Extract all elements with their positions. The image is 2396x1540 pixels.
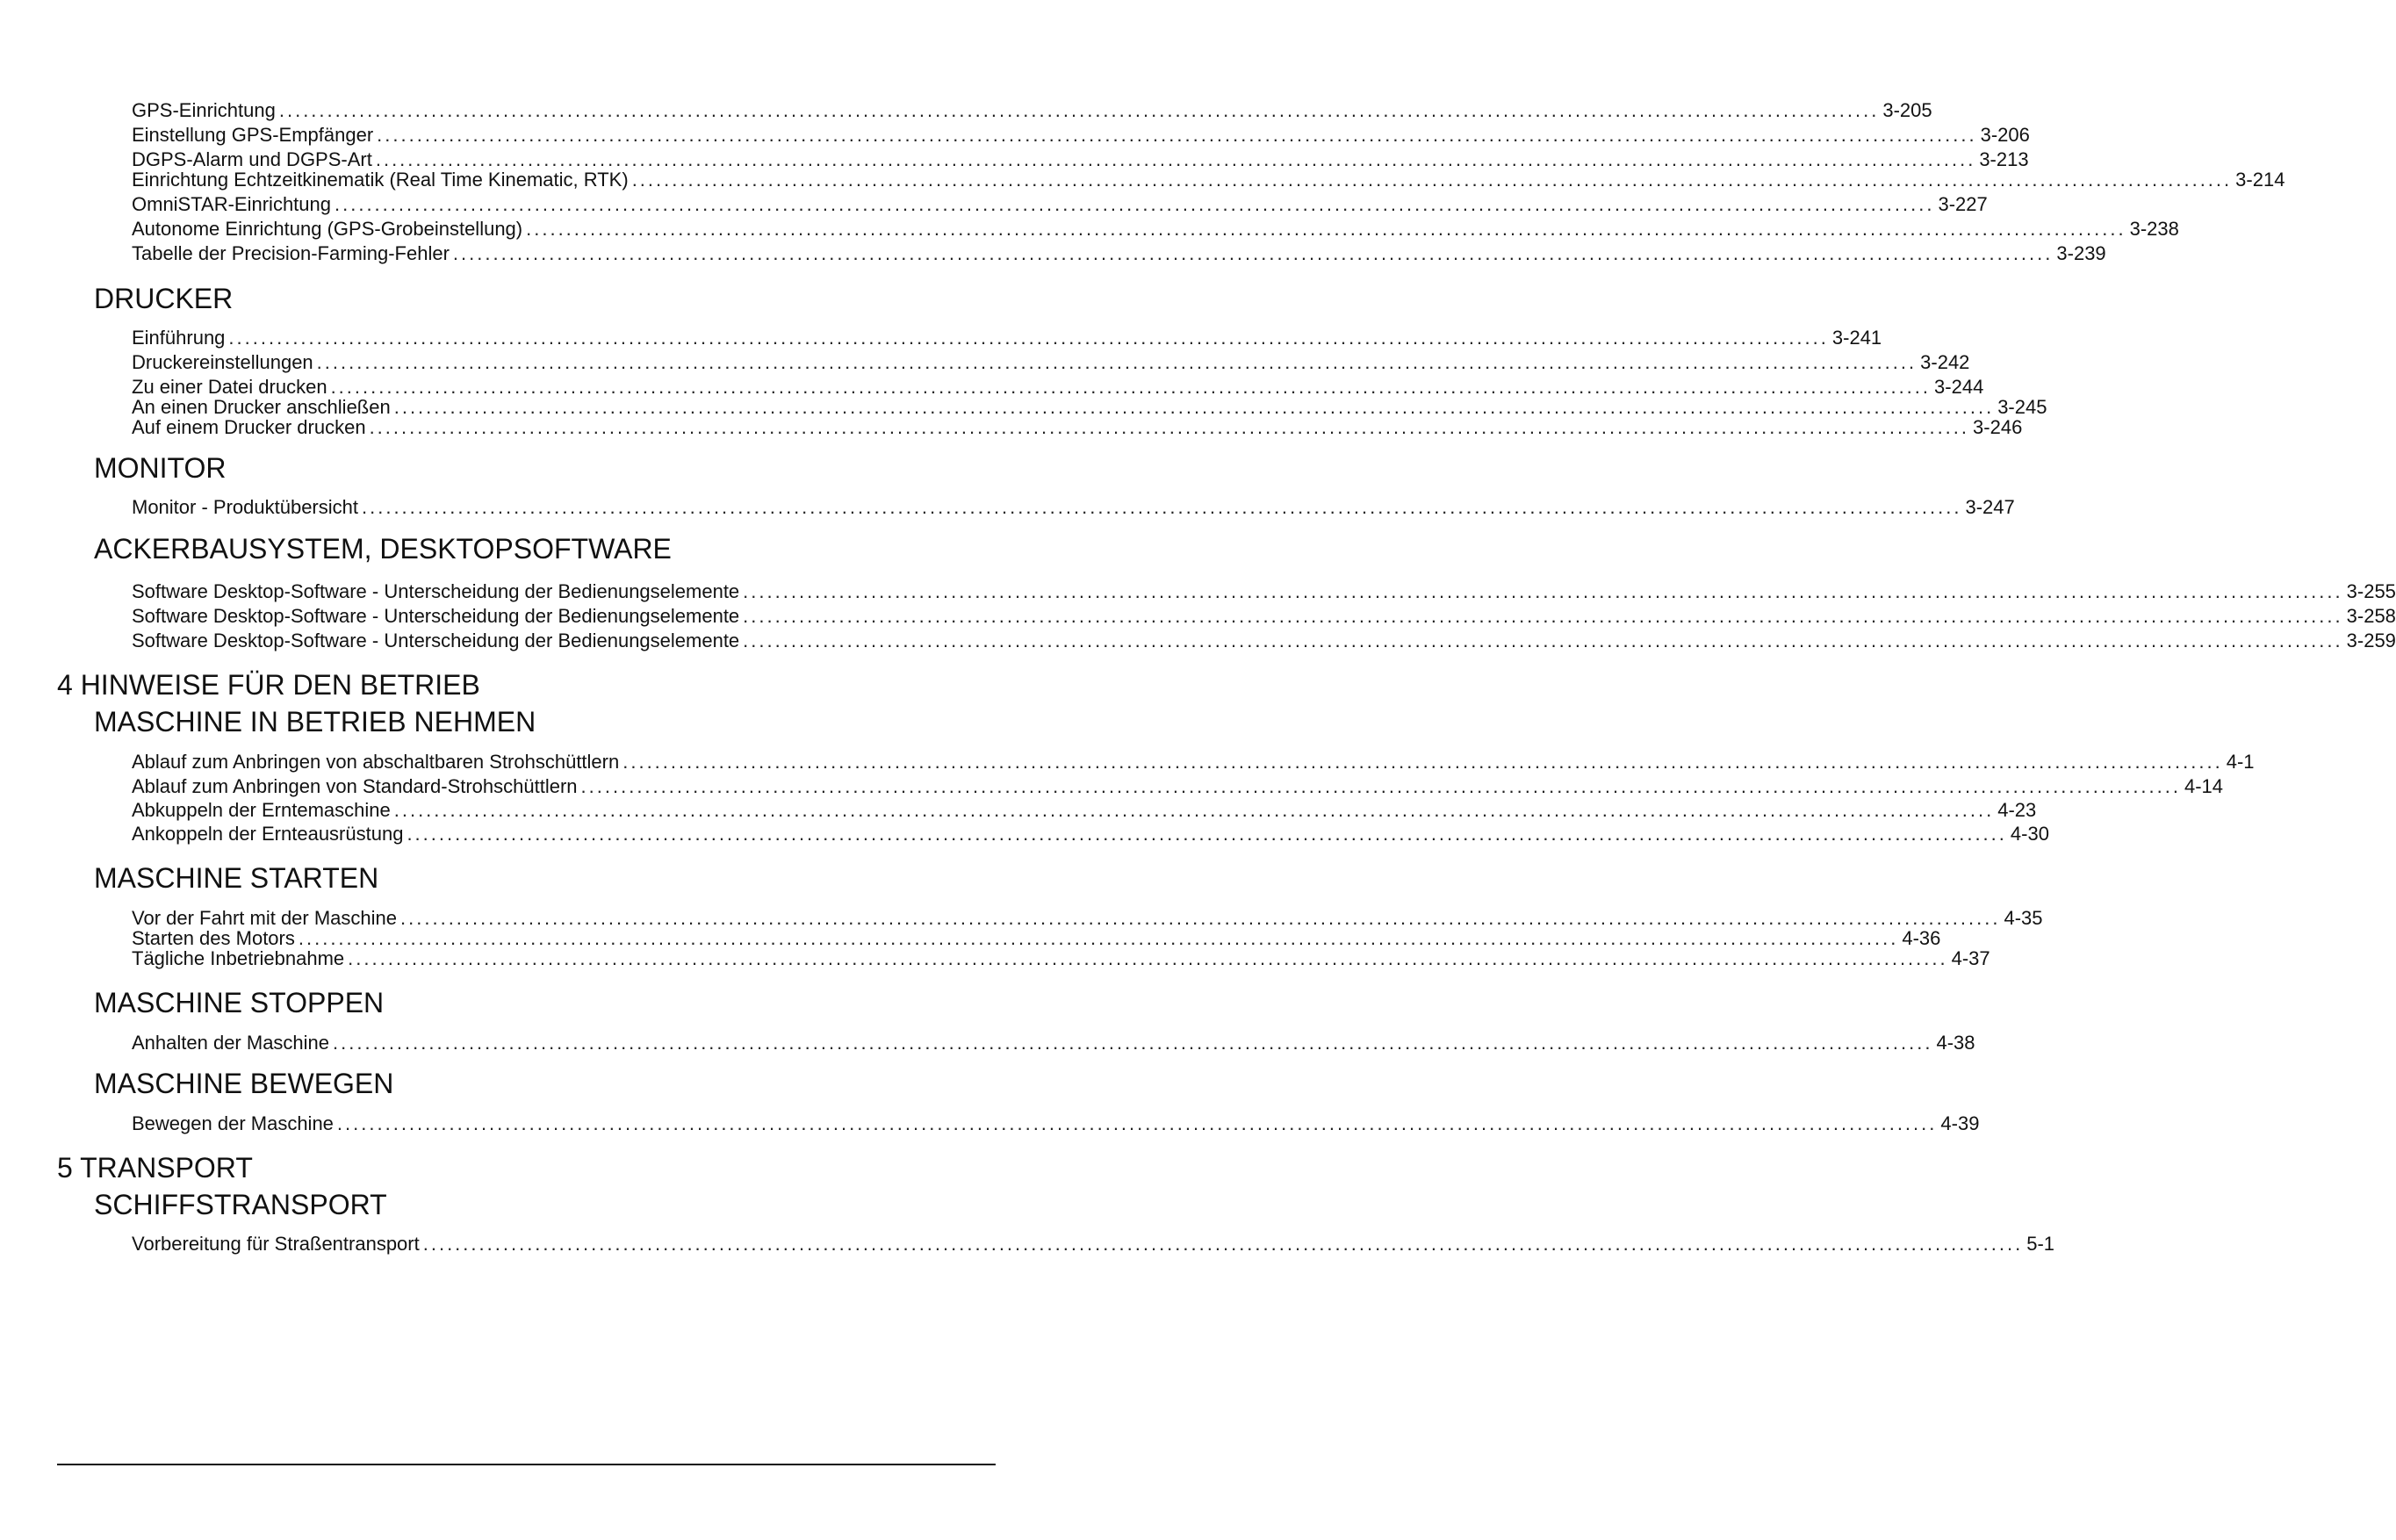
dot-leader: ........................................................................................................................................................................................................ bbox=[362, 496, 1962, 518]
toc-page-number: 4-30 bbox=[2010, 823, 2049, 845]
toc-page-number: 3-244 bbox=[1934, 376, 1984, 398]
toc-page-number: 3-239 bbox=[2056, 242, 2106, 264]
toc-entry-title: Software Desktop-Software - Unterscheidung der Bedienungselemente bbox=[132, 580, 740, 602]
toc-entry bbox=[132, 751, 2255, 774]
toc-page-number: 3-238 bbox=[2129, 218, 2179, 240]
dot-leader: ........................................................................................................................................................................................................ bbox=[526, 218, 2126, 240]
toc-entry-title: Auf einem Drucker drucken bbox=[132, 416, 366, 438]
toc-page-number: 3-258 bbox=[2346, 605, 2396, 627]
toc-page-number: 3-214 bbox=[2235, 169, 2285, 191]
section-heading: DRUCKER bbox=[94, 283, 234, 314]
toc-entry-title: Einführung bbox=[132, 327, 226, 349]
toc-page-number: 3-245 bbox=[1997, 396, 2047, 418]
chapter-heading: 4 HINWEISE FÜR DEN BETRIEB bbox=[57, 669, 480, 701]
toc-page-number: 3-255 bbox=[2346, 580, 2396, 602]
section-heading: MASCHINE IN BETRIEB NEHMEN bbox=[94, 706, 536, 738]
toc-entry-title: Vor der Fahrt mit der Maschine bbox=[132, 907, 398, 929]
dot-leader: ........................................................................................................................................................................................................ bbox=[743, 580, 2343, 602]
toc-page-number: 3-227 bbox=[1938, 193, 1988, 215]
toc-entry bbox=[132, 605, 2396, 628]
dot-leader: ........................................................................................................................................................................................................ bbox=[743, 630, 2343, 651]
section-heading: MASCHINE STARTEN bbox=[94, 862, 379, 894]
toc-entry-title: Einstellung GPS-Empfänger bbox=[132, 124, 374, 146]
toc-entry-title: Software Desktop-Software - Unterscheidung der Bedienungselemente bbox=[132, 605, 740, 627]
footer-rule bbox=[57, 1464, 996, 1465]
toc-entry bbox=[132, 169, 2285, 191]
toc-entry bbox=[132, 947, 1990, 970]
dot-leader: ........................................................................................................................................................................................................ bbox=[336, 1112, 1938, 1134]
toc-entry bbox=[132, 775, 2224, 798]
toc-entry-title: Monitor - Produktübersicht bbox=[132, 496, 358, 518]
dot-leader: ........................................................................................................................................................................................................ bbox=[316, 351, 1918, 373]
chapter-heading: 5 TRANSPORT bbox=[57, 1152, 253, 1184]
toc-entry-title: Abkuppeln der Erntemaschine bbox=[132, 799, 391, 821]
toc-entry-title: Autonome Einrichtung (GPS-Grobeinstellung) bbox=[132, 218, 523, 240]
dot-leader: ........................................................................................................................................................................................................ bbox=[348, 947, 1948, 969]
section-heading: MASCHINE STOPPEN bbox=[94, 987, 385, 1018]
toc-entry bbox=[132, 327, 1882, 349]
toc-page-number: 3-246 bbox=[1973, 416, 2023, 438]
toc-entry bbox=[132, 496, 2015, 519]
toc-entry-title: DGPS-Alarm und DGPS-Art bbox=[132, 148, 372, 170]
toc-entry-title: Software Desktop-Software - Unterscheidung der Bedienungselemente bbox=[132, 630, 740, 651]
section-heading: MASCHINE BEWEGEN bbox=[94, 1068, 394, 1099]
toc-entry-title: Starten des Motors bbox=[132, 927, 295, 949]
dot-leader: ........................................................................................................................................................................................................ bbox=[407, 823, 2007, 845]
toc-entry bbox=[132, 1032, 1975, 1054]
dot-leader: ........................................................................................................................................................................................................ bbox=[400, 907, 2001, 929]
dot-leader: ........................................................................................................................................................................................................ bbox=[393, 799, 1995, 821]
toc-entry-title: Ablauf zum Anbringen von Standard-Strohschüttlern bbox=[132, 775, 578, 797]
dot-leader: ........................................................................................................................................................................................................ bbox=[369, 416, 1970, 438]
toc-entry bbox=[132, 416, 2023, 439]
dot-leader: ........................................................................................................................................................................................................ bbox=[452, 242, 2054, 264]
toc-entry bbox=[132, 193, 1988, 216]
toc-entry-title: OmniSTAR-Einrichtung bbox=[132, 193, 331, 215]
dot-leader: ........................................................................................................................................................................................................ bbox=[393, 396, 1995, 418]
toc-entry-title: Vorbereitung für Straßentransport bbox=[132, 1233, 420, 1255]
toc-page-number: 3-206 bbox=[1980, 124, 2030, 146]
toc-entry-title: Ablauf zum Anbringen von abschaltbaren Strohschüttlern bbox=[132, 751, 620, 773]
toc-page-number: 4-35 bbox=[2004, 907, 2043, 929]
toc-entry bbox=[132, 630, 2396, 652]
dot-leader: ........................................................................................................................................................................................................ bbox=[631, 169, 2233, 191]
toc-page-number: 3-205 bbox=[1882, 99, 1932, 121]
toc-entry-title: Anhalten der Maschine bbox=[132, 1032, 330, 1054]
dot-leader: ........................................................................................................................................................................................................ bbox=[335, 193, 1935, 215]
toc-entry-title: Tägliche Inbetriebnahme bbox=[132, 947, 345, 969]
toc-entry bbox=[132, 823, 2049, 846]
toc-entry-title: An einen Drucker anschließen bbox=[132, 396, 391, 418]
dot-leader: ........................................................................................................................................................................................................ bbox=[333, 1032, 1933, 1054]
toc-page-number: 3-259 bbox=[2346, 630, 2396, 651]
toc-entry-title: Zu einer Datei drucken bbox=[132, 376, 327, 398]
toc-page-number: 4-36 bbox=[1902, 927, 1941, 949]
toc-entry bbox=[132, 218, 2179, 241]
toc-page-number: 3-247 bbox=[1965, 496, 2015, 518]
dot-leader: ........................................................................................................................................................................................................ bbox=[743, 605, 2343, 627]
section-heading: ACKERBAUSYSTEM, DESKTOPSOFTWARE bbox=[94, 533, 672, 565]
dot-leader: ........................................................................................................................................................................................................ bbox=[330, 376, 1932, 398]
toc-page-number: 3-213 bbox=[1979, 148, 2029, 170]
dot-leader: ........................................................................................................................................................................................................ bbox=[228, 327, 1829, 349]
toc-entry bbox=[132, 580, 2396, 603]
toc-entry bbox=[132, 351, 1970, 374]
section-heading: MONITOR bbox=[94, 452, 227, 484]
toc-entry-title: Einrichtung Echtzeitkinematik (Real Time Kinematic, RTK) bbox=[132, 169, 629, 191]
toc-entry bbox=[132, 799, 2037, 822]
toc-entry bbox=[132, 124, 2030, 147]
section-heading: SCHIFFSTRANSPORT bbox=[94, 1189, 387, 1220]
toc-entry-title: Bewegen der Maschine bbox=[132, 1112, 334, 1134]
toc-page-number: 4-37 bbox=[1951, 947, 1990, 969]
toc-page-number: 3-241 bbox=[1831, 327, 1882, 349]
toc-entry bbox=[132, 1112, 1980, 1135]
toc-page-number: 4-1 bbox=[2226, 751, 2255, 773]
toc-page-number: 5-1 bbox=[2026, 1233, 2054, 1255]
toc-page-number: 4-39 bbox=[1940, 1112, 1980, 1134]
dot-leader: ........................................................................................................................................................................................................ bbox=[622, 751, 2223, 773]
toc-entry bbox=[132, 242, 2106, 265]
toc-page-number: 3-242 bbox=[1920, 351, 1970, 373]
dot-leader: ........................................................................................................................................................................................................ bbox=[580, 775, 2181, 797]
dot-leader: ........................................................................................................................................................................................................ bbox=[377, 124, 1977, 146]
dot-leader: ........................................................................................................................................................................................................ bbox=[422, 1233, 2024, 1255]
toc-page-number: 4-14 bbox=[2184, 775, 2224, 797]
toc-page-number: 4-23 bbox=[1997, 799, 2037, 821]
toc-page-number: 4-38 bbox=[1936, 1032, 1975, 1054]
dot-leader: ........................................................................................................................................................................................................ bbox=[278, 99, 1880, 121]
toc-entry-title: Druckereinstellungen bbox=[132, 351, 313, 373]
toc-entry bbox=[132, 1233, 2054, 1256]
toc-entry-title: GPS-Einrichtung bbox=[132, 99, 276, 121]
dot-leader: ........................................................................................................................................................................................................ bbox=[298, 927, 1899, 949]
toc-entry-title: Ankoppeln der Ernteausrüstung bbox=[132, 823, 404, 845]
toc-entry bbox=[132, 99, 1932, 122]
toc-entry-title: Tabelle der Precision-Farming-Fehler bbox=[132, 242, 450, 264]
dot-leader: ........................................................................................................................................................................................................ bbox=[375, 148, 1976, 170]
